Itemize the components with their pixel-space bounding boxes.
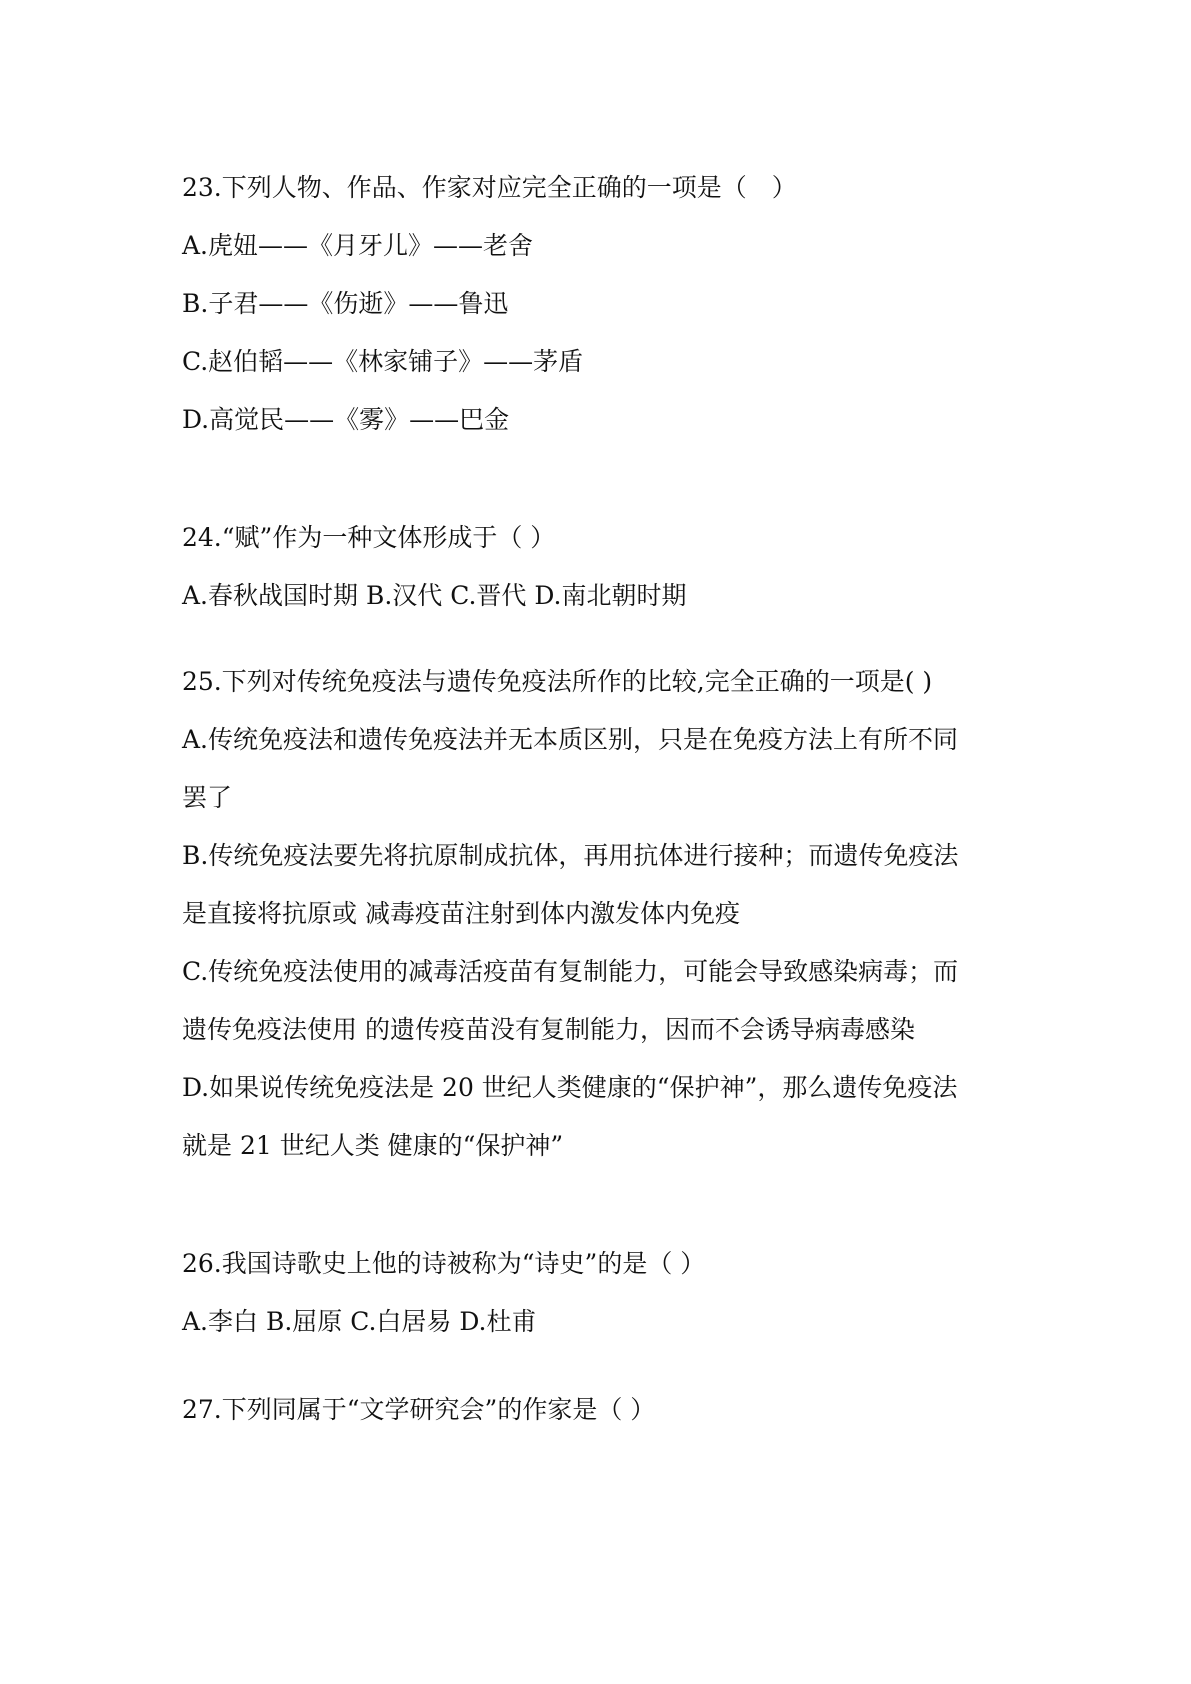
question-25-option-b-line1: B.传统免疫法要先将抗原制成抗体，再用抗体进行接种；而遗传免疫法: [182, 841, 959, 870]
question-26-options: A.李白 B.屈原 C.白居易 D.杜甫: [182, 1307, 537, 1336]
question-25-option-c-line1: C.传统免疫法使用的减毒活疫苗有复制能力，可能会导致感染病毒；而: [182, 957, 959, 986]
question-25-option-a-line1: A.传统免疫法和遗传免疫法并无本质区别，只是在免疫方法上有所不同: [182, 725, 959, 754]
question-23-option-d: D.高觉民——《雾》——巴金: [182, 405, 510, 434]
question-24-stem: 24.“赋”作为一种文体形成于（ ）: [182, 523, 556, 552]
question-26-stem: 26.我国诗歌史上他的诗被称为“诗史”的是（ ）: [182, 1249, 706, 1278]
question-23-option-a: A.虎妞——《月牙儿》——老舍: [182, 231, 534, 260]
question-23-stem: 23.下列人物、作品、作家对应完全正确的一项是（ ）: [182, 173, 797, 202]
question-25-option-d-line1: D.如果说传统免疫法是 20 世纪人类健康的“保护神”，那么遗传免疫法: [182, 1073, 958, 1102]
question-25-stem: 25.下列对传统免疫法与遗传免疫法所作的比较,完全正确的一项是( ): [182, 667, 933, 696]
question-25-option-b-line2: 是直接将抗原或 减毒疫苗注射到体内激发体内免疫: [182, 899, 740, 928]
question-25-option-a-line2: 罢了: [182, 783, 233, 812]
question-25-option-c-line2: 遗传免疫法使用 的遗传疫苗没有复制能力，因而不会诱导病毒感染: [182, 1015, 915, 1044]
question-25-option-d-line2: 就是 21 世纪人类 健康的“保护神”: [182, 1131, 564, 1160]
question-27-stem: 27.下列同属于“文学研究会”的作家是（ ）: [182, 1395, 656, 1424]
question-23-option-b: B.子君——《伤逝》——鲁迅: [182, 289, 509, 318]
question-23-option-c: C.赵伯韬——《林家铺子》——茅盾: [182, 347, 584, 376]
question-24-options: A.春秋战国时期 B.汉代 C.晋代 D.南北朝时期: [182, 581, 687, 610]
